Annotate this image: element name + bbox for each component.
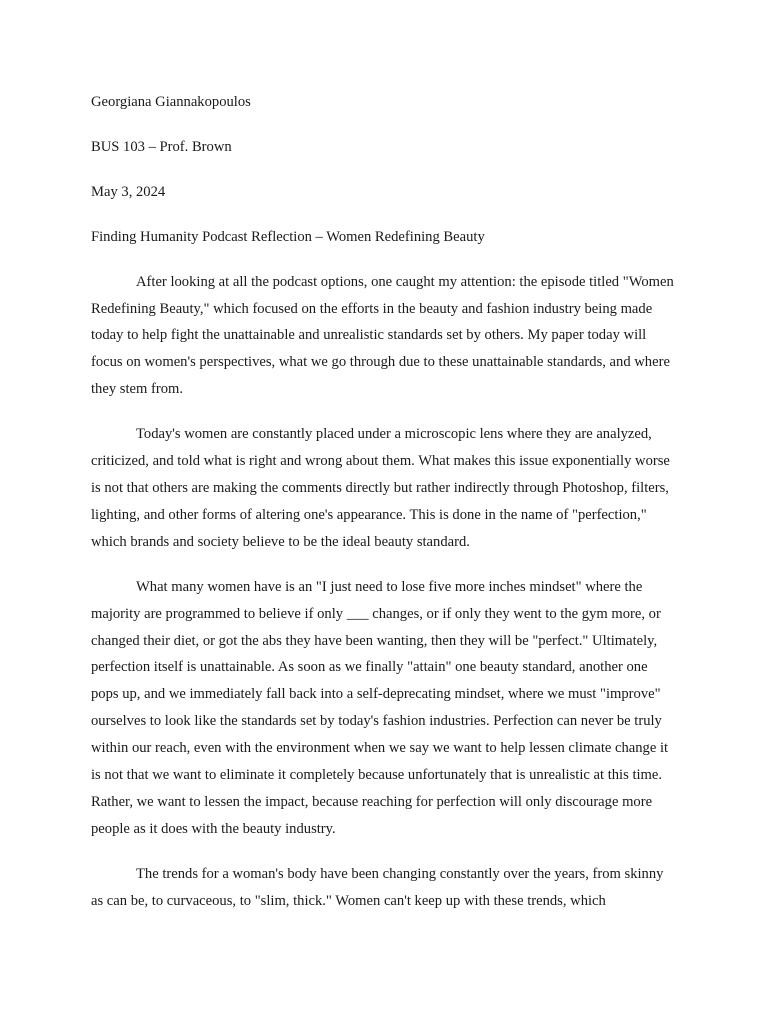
author-name: Georgiana Giannakopoulos (91, 94, 251, 110)
document-title: Finding Humanity Podcast Reflection – Women Redefining Beauty (91, 228, 485, 245)
course-info: BUS 103 – Prof. Brown (91, 138, 232, 155)
paragraph-2: Today's women are constantly placed under a microscopic lens where they are analyzed, criticized, and told what is right and wrong about them. What makes this issue exponentially worse is not that others are making the comments directly but rather indirectly through Photoshop, filters, lighting, and other forms of altering one's appearance. This is done in the name of "perfection," which brands and society believe to be the ideal beauty standard. (91, 426, 670, 550)
paragraph-3: What many women have is an "I just need to lose five more inches mindset" where the majority are programmed to believe if only ___ changes, or if only they went to the gym more, or changed their diet, or got the abs they have been wanting, then they will be "perfect." Ultimately, perfection itself is unattainable. As soon as we finally "attain" one beauty standard, another one pops up, and we immediately fall back into a self-deprecating mindset, where we must "improve" ourselves to look like the standards set by today's fashion industries. Perfection can never be truly within our reach, even with the environment when we say we want to help lessen climate change it is not that we want to eliminate it completely because unfortunately that is unrealistic at this time. Rather, we want to lessen the impact, because reaching for perfection will only discourage more people as it does with the beauty industry. (91, 578, 669, 837)
paragraph-4: The trends for a woman's body have been changing constantly over the years, from skinny as can be, to curvaceous, to "slim, thick." Women can't keep up with these trends, which (91, 865, 664, 909)
paragraph-1: After looking at all the podcast options, one caught my attention: the episode titled "Women Redefining Beauty," which focused on the efforts in the beauty and fashion industry being made today to help fight the unattainable and unrealistic standards set by others. My paper today will focus on women's perspectives, what we go through due to these unattainable standards, and where they stem from. (91, 273, 674, 398)
document-body (91, 89, 677, 933)
document-date: May 3, 2024 (91, 183, 166, 200)
